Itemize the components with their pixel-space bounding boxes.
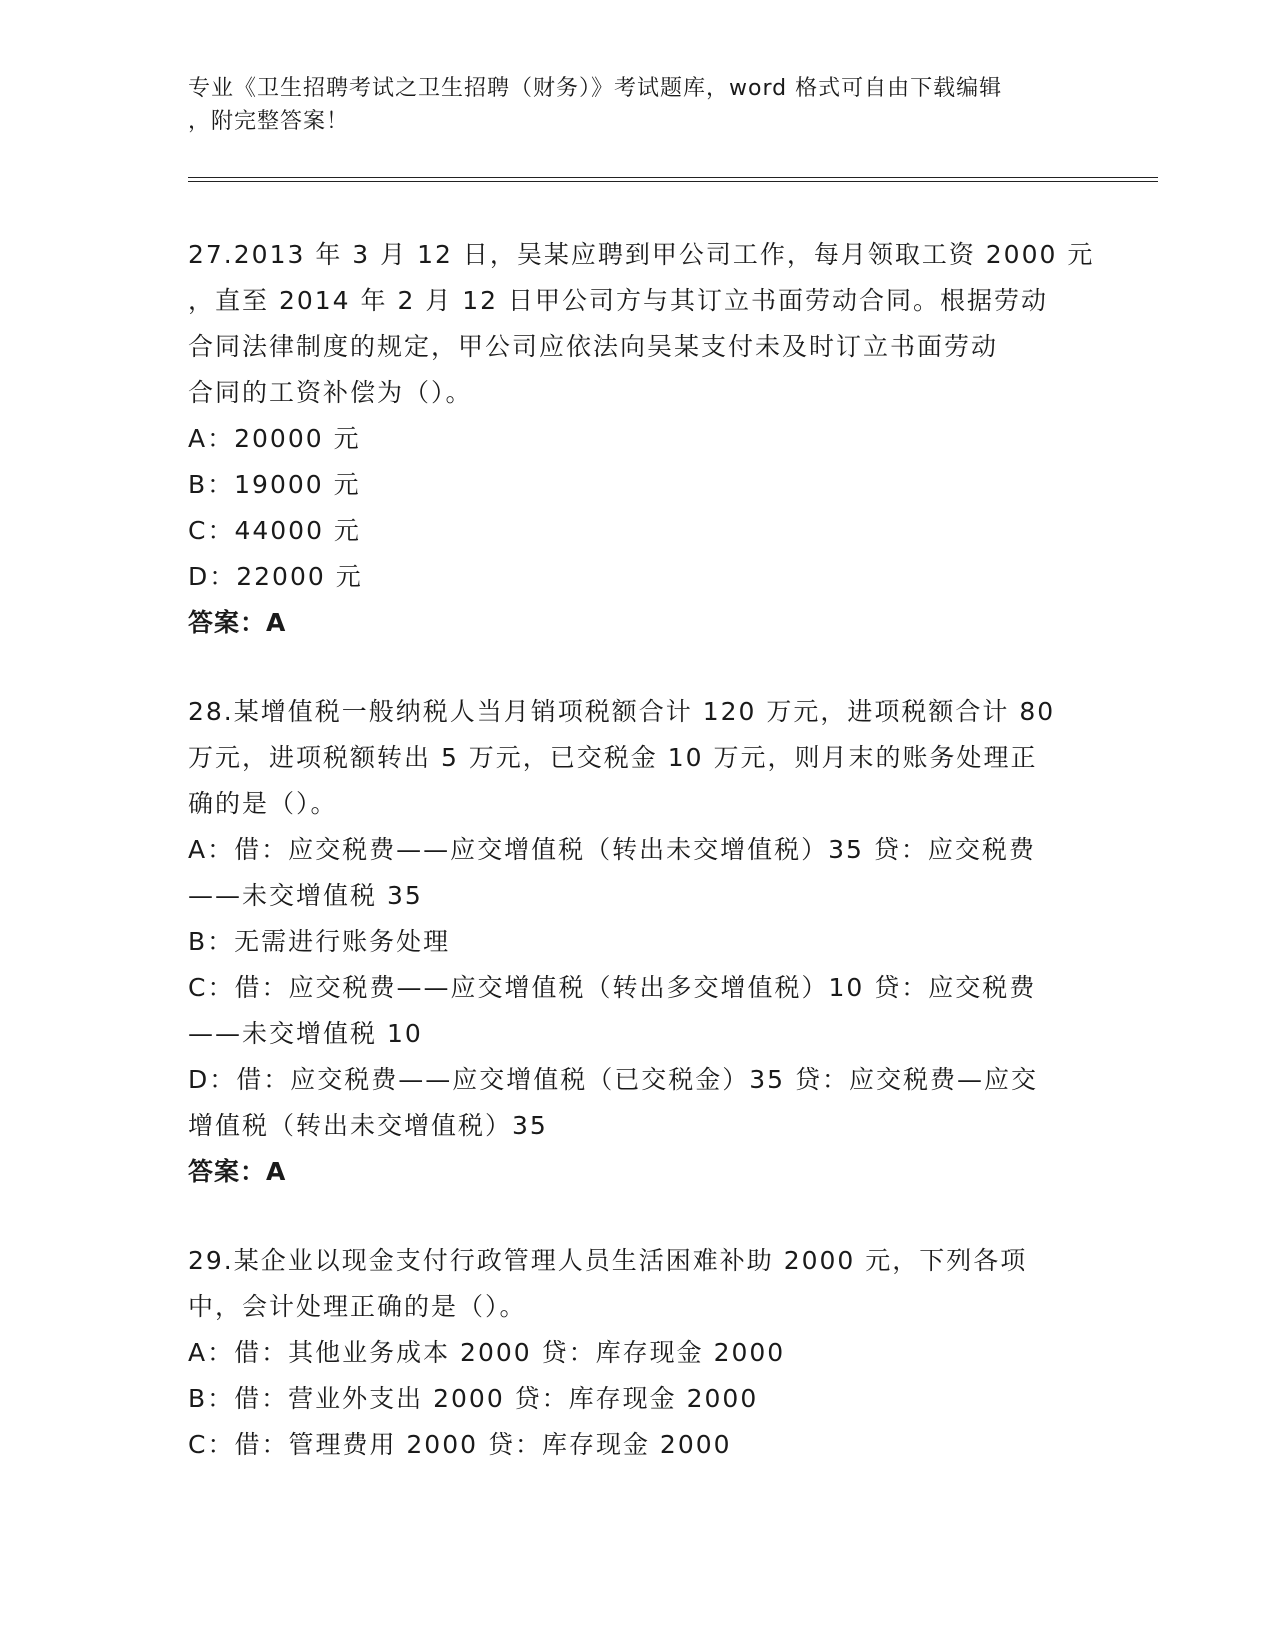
option-c: C：借：管理费用 2000 贷：库存现金 2000 bbox=[188, 1430, 732, 1459]
document-header bbox=[188, 72, 1088, 138]
question-stem-line: 27.2013 年 3 月 12 日，吴某应聘到甲公司工作，每月领取工资 2000 元 bbox=[188, 240, 1095, 269]
question-27 bbox=[188, 232, 1095, 646]
option-b: B：借：营业外支出 2000 贷：库存现金 2000 bbox=[188, 1384, 759, 1413]
question-stem-line: 确的是（）。 bbox=[188, 789, 338, 818]
question-stem-line: 合同法律制度的规定，甲公司应依法向吴某支付未及时订立书面劳动 bbox=[188, 332, 999, 361]
option-c-continued: ——未交增值税 10 bbox=[188, 1019, 423, 1048]
question-list bbox=[188, 232, 1095, 1511]
answer-label: 答案：A bbox=[188, 608, 287, 637]
question-stem-line: 合同的工资补偿为（）。 bbox=[188, 378, 473, 407]
option-a: A：借：应交税费——应交增值税（转出未交增值税）35 贷：应交税费 bbox=[188, 835, 1036, 864]
option-d-continued: 增值税（转出未交增值税）35 bbox=[188, 1111, 548, 1140]
option-a-continued: ——未交增值税 35 bbox=[188, 881, 423, 910]
answer-label: 答案：A bbox=[188, 1157, 287, 1186]
option-d: D：借：应交税费——应交增值税（已交税金）35 贷：应交税费—应交 bbox=[188, 1065, 1039, 1094]
question-stem-line: 万元，进项税额转出 5 万元，已交税金 10 万元，则月末的账务处理正 bbox=[188, 743, 1038, 772]
header-line: 专业《卫生招聘考试之卫生招聘（财务）》考试题库，word 格式可自由下载编辑 bbox=[188, 76, 1003, 101]
header-divider bbox=[188, 177, 1158, 182]
option-c: C：借：应交税费——应交增值税（转出多交增值税）10 贷：应交税费 bbox=[188, 973, 1037, 1002]
option-a: A：借：其他业务成本 2000 贷：库存现金 2000 bbox=[188, 1338, 786, 1367]
question-stem-line: 28.某增值税一般纳税人当月销项税额合计 120 万元，进项税额合计 80 bbox=[188, 697, 1056, 726]
option-b: B：无需进行账务处理 bbox=[188, 927, 451, 956]
header-line: ，附完整答案！ bbox=[188, 109, 350, 134]
question-stem-line: ，直至 2014 年 2 月 12 日甲公司方与其订立书面劳动合同。根据劳动 bbox=[188, 286, 1049, 315]
question-stem-line: 29.某企业以现金支付行政管理人员生活困难补助 2000 元，下列各项 bbox=[188, 1246, 1028, 1275]
option-b: B：19000 元 bbox=[188, 470, 361, 499]
option-c: C：44000 元 bbox=[188, 516, 361, 545]
option-d: D：22000 元 bbox=[188, 562, 363, 591]
question-28 bbox=[188, 689, 1088, 1195]
question-29 bbox=[188, 1238, 1088, 1468]
option-a: A：20000 元 bbox=[188, 424, 361, 453]
question-stem-line: 中，会计处理正确的是（）。 bbox=[188, 1292, 527, 1321]
